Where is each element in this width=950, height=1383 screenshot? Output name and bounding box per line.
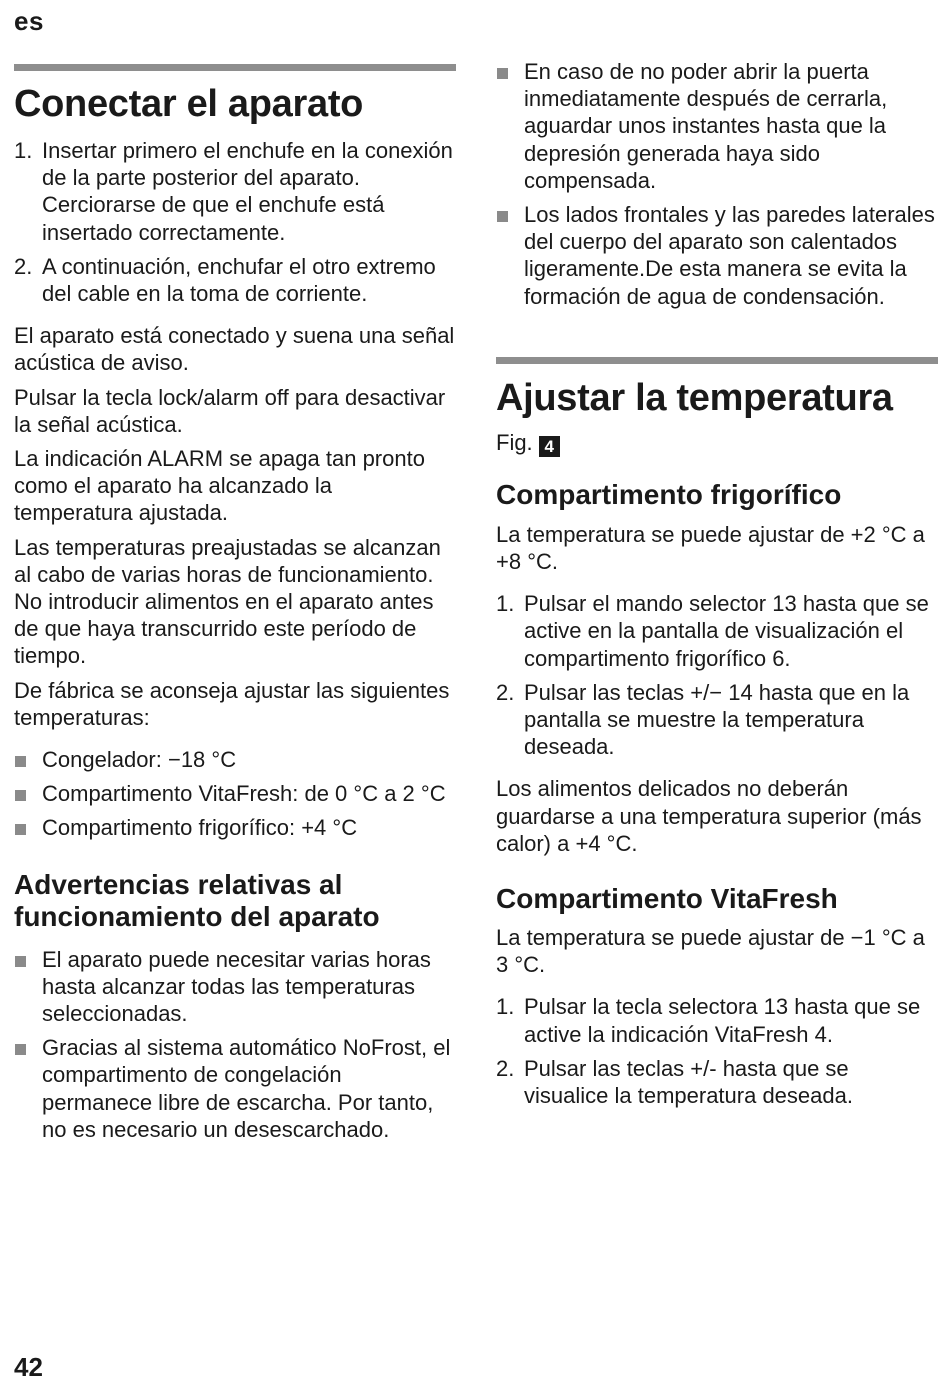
section-title-conectar: Conectar el aparato [14, 83, 364, 125]
paragraph: Las temperaturas preajustadas se alcanzan al cabo de varias horas de funcionamiento. No introducir alimentos en el aparato antes de que haya transcurrido este período de tiempo. [14, 534, 441, 669]
paragraph: El aparato está conectado y suena una señal acústica de aviso. [14, 323, 455, 376]
paragraph: De fábrica se aconseja ajustar las siguientes temperaturas: [14, 677, 450, 730]
connect-steps [14, 137, 456, 307]
list-item: 1. Pulsar la tecla selectora 13 hasta que se active la indicación VitaFresh 4. [496, 994, 921, 1047]
list-item: Compartimento frigorífico: +4 °C [14, 814, 456, 841]
list-item: En caso de no poder abrir la puerta inmediatamente después de cerrarla, aguardar unos instantes hasta que la depresión generada haya sido compensada. [496, 58, 938, 194]
vitafresh-steps [496, 993, 938, 1109]
list-item: 2. Pulsar las teclas +/− 14 hasta que en la pantalla se muestre la temperatura deseada. [496, 679, 910, 760]
list-item: 2. A continuación, enchufar el otro extremo del cable en la toma de corriente. [14, 253, 436, 307]
fridge-note: Los alimentos delicados no deberán guardarse a una temperatura superior (más calor) a +4 °C. [496, 776, 922, 856]
warnings-list [14, 946, 456, 1143]
list-item: El aparato puede necesitar varias horas hasta alcanzar todas las temperaturas seleccionadas. [14, 946, 456, 1028]
list-item: 1. Insertar primero el enchufe en la conexión de la parte posterior del aparato. Cerciorarse de que el enchufe está insertado correctamente. [14, 138, 453, 245]
warnings-list-continued [496, 58, 938, 310]
paragraph: Pulsar la tecla lock/alarm off para desactivar la señal acústica. [14, 384, 446, 437]
list-item: 1. Pulsar el mando selector 13 hasta que se active en la pantalla de visualización el compartimento frigorífico 6. [496, 591, 929, 671]
page-number: 42 [14, 1352, 43, 1382]
vitafresh-intro: La temperatura se puede ajustar de −1 °C a 3 °C. [496, 925, 925, 978]
recommended-temperatures [14, 746, 456, 842]
left-column [14, 0, 456, 1143]
list-item: Compartimento VitaFresh: de 0 °C a 2 °C [14, 780, 456, 807]
right-column [496, 0, 938, 1109]
section-title-ajustar: Ajustar la temperatura [496, 376, 893, 419]
list-item: Congelador: −18 °C [14, 746, 456, 773]
figure-label: Fig. [496, 429, 533, 455]
paragraph: La indicación ALARM se apaga tan pronto como el aparato ha alcanzado la temperatura ajustada. [14, 446, 425, 526]
figure-number-box: 4 [539, 436, 560, 457]
figure-reference [496, 429, 938, 457]
list-item: 2. Pulsar las teclas +/- hasta que se visualice la temperatura deseada. [496, 1055, 853, 1109]
warnings-heading: Advertencias relativas al funcionamiento del aparato [14, 868, 380, 932]
section-rule [14, 64, 456, 71]
fridge-heading: Compartimento frigorífico [496, 478, 842, 510]
list-item: Gracias al sistema automático NoFrost, el compartimento de congelación permanece libre de escarcha. Por tanto, no es necesario un desescarchado. [14, 1034, 456, 1143]
list-item: Los lados frontales y las paredes laterales del cuerpo del aparato son calentados ligeramente.De esta manera se evita la formación de agua de condensación. [496, 201, 938, 310]
fridge-intro: La temperatura se puede ajustar de +2 °C a +8 °C. [496, 521, 925, 575]
section-rule [496, 357, 938, 364]
fridge-steps [496, 590, 938, 760]
language-code: es [14, 6, 44, 36]
vitafresh-heading: Compartimento VitaFresh [496, 883, 838, 915]
